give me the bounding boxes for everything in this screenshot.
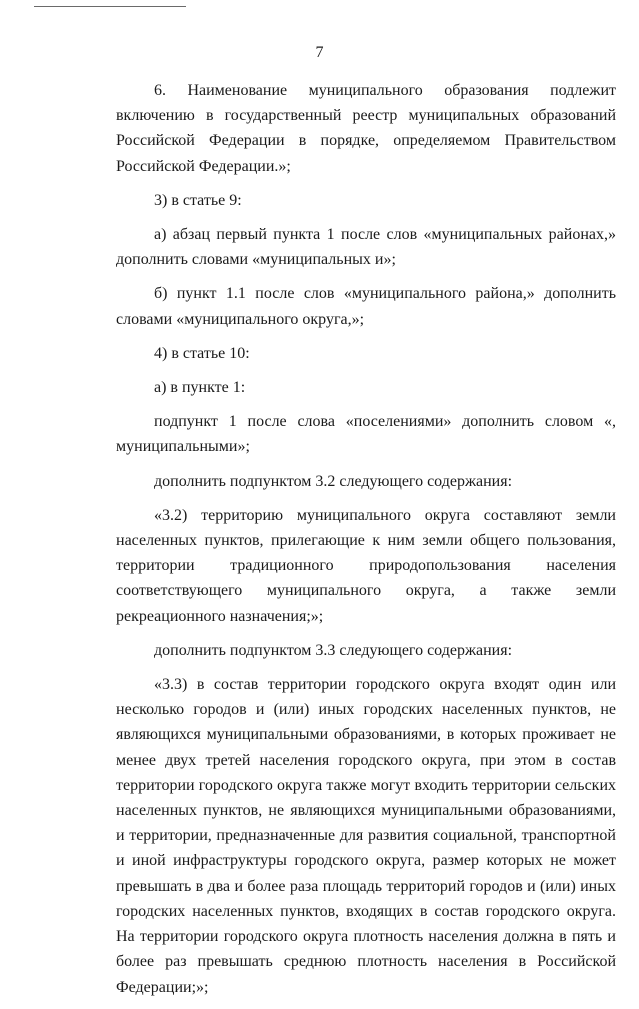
- paragraph-add-3-3: дополнить подпунктом 3.3 следующего содержания:: [154, 641, 513, 659]
- document-body: [116, 78, 616, 1009]
- page-number: 7: [315, 44, 324, 61]
- paragraph-subitem-3-2: «3.2) территорию муниципального округа составляют земли населенных пунктов, прилегающие к ним земли общего пользования, территории традиционного природопользования населения соответствующего муниципального округа, а также земли рекреационного назначения;»;: [116, 506, 616, 625]
- paragraph-subitem-1: подпункт 1 после слова «поселениями» дополнить словом «, муниципальными»;: [116, 413, 616, 456]
- paragraph-article-10-a: а) в пункте 1:: [154, 379, 246, 397]
- paragraph-article-9-b: б) пункт 1.1 после слов «муниципального района,» дополнить словами «муниципального округа,»;: [116, 285, 616, 328]
- paragraph-article-9: 3) в статье 9:: [154, 191, 242, 209]
- paragraph-article-10: 4) в статье 10:: [154, 344, 250, 362]
- paragraph-item-6: 6. Наименование муниципального образования подлежит включению в государственный реестр муниципальных образований Российской Федерации в порядке, определяемом Правительством Российской Федерации.»;: [116, 82, 616, 175]
- paragraph-subitem-3-3: «3.3) в состав территории городского округа входят один или несколько городов и (или) иных городских населенных пунктов, не являющихся муниципальными образованиями, в которых проживает не менее двух третей населения городского округа, при этом в состав территории городского округа также могут входить территории сельских населенных пунктов, не являющихся муниципальными образованиями, и территории, предназначенные для развития социальной, транспортной и иной инфраструктуры городского округа, размер которых не может превышать в два и более раза площадь территорий городов и (или) иных городских населенных пунктов, входящих в состав городского округа. На территории городского округа плотность населения должна в пять и более раз превышать среднюю плотность населения в Российской Федерации;»;: [116, 676, 616, 996]
- paragraph-article-9-a: а) абзац первый пункта 1 после слов «муниципальных районах,» дополнить словами «муниципальных и»;: [116, 226, 616, 269]
- paragraph-add-3-2: дополнить подпунктом 3.2 следующего содержания:: [154, 472, 513, 490]
- top-rule: [34, 6, 186, 7]
